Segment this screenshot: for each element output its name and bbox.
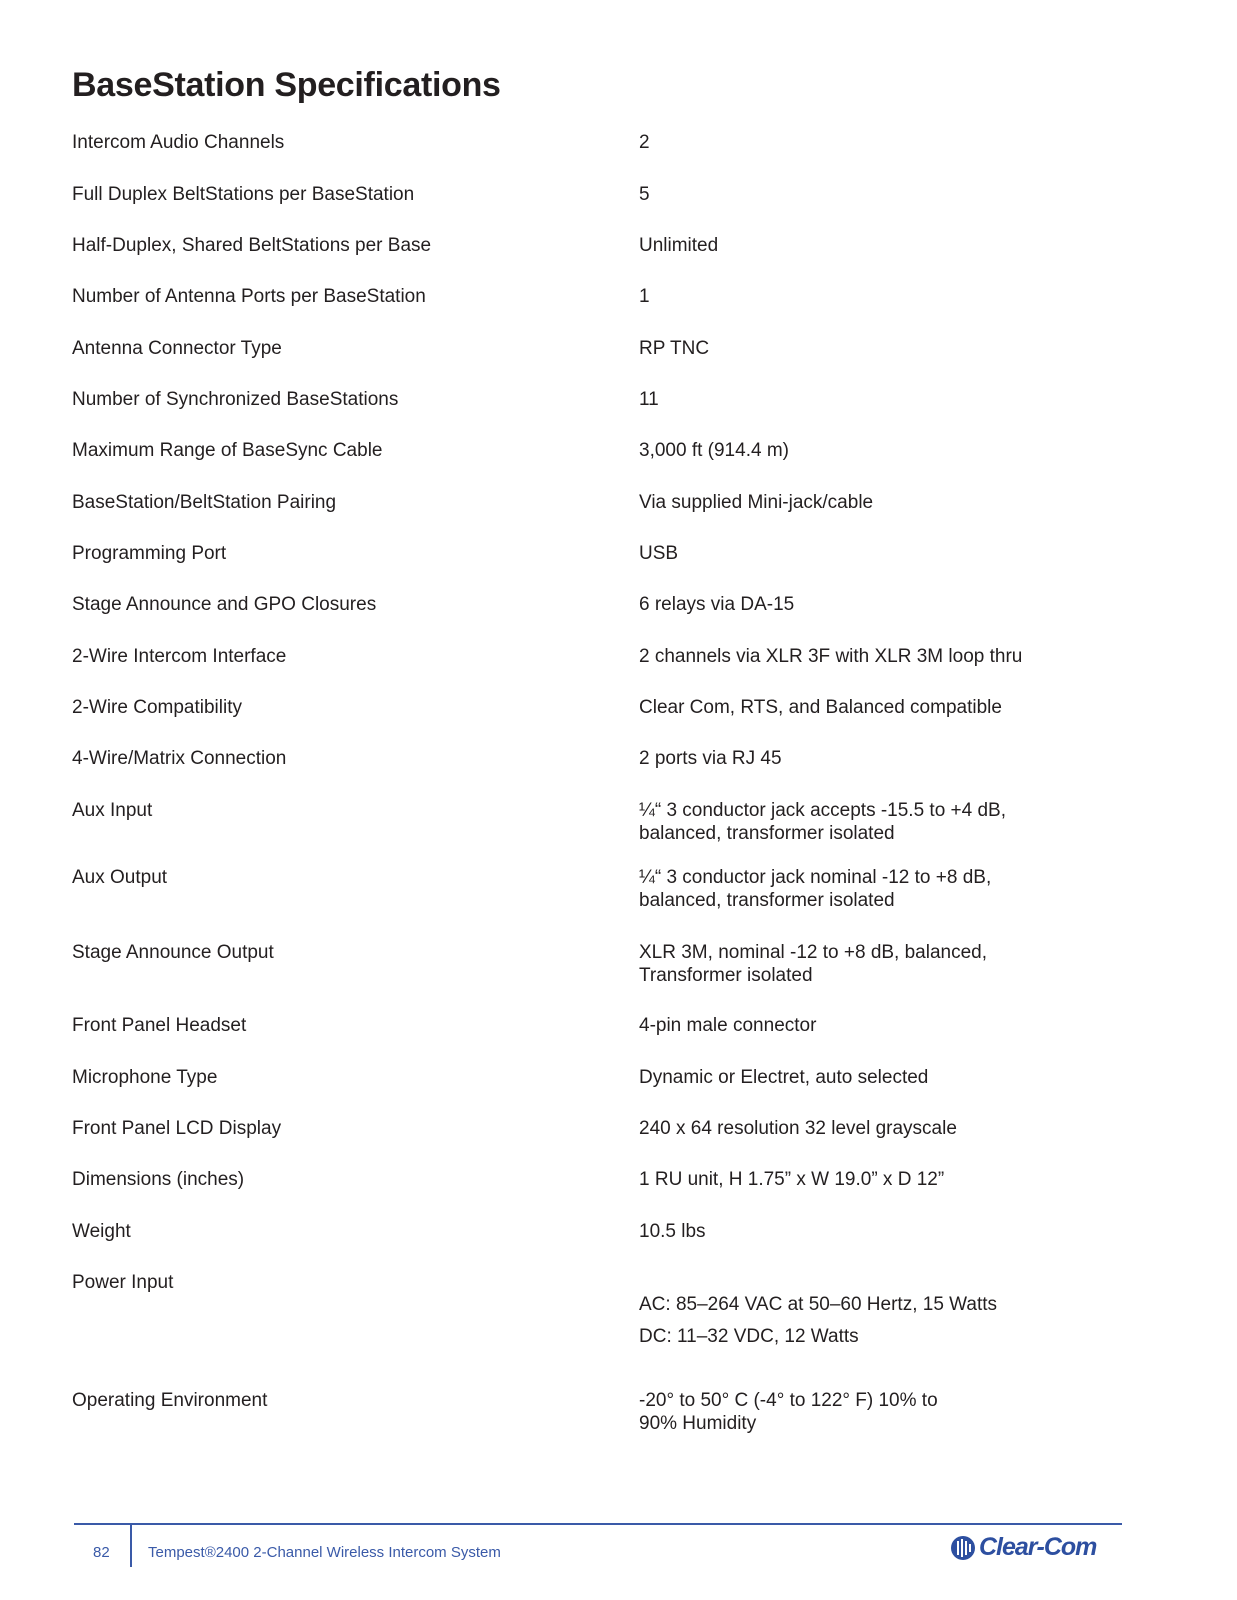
spec-label: Half-Duplex, Shared BeltStations per Base [72,235,432,256]
spec-value [639,542,1159,565]
spec-value-line: XLR 3M, nominal -12 to +8 dB, balanced, [639,942,988,963]
spec-label: Full Duplex BeltStations per BaseStation [72,184,415,205]
spec-value [639,1014,1159,1037]
spec-label: Power Input [72,1272,174,1293]
spec-value-line: 11 [639,389,659,410]
spec-value [639,1389,1159,1435]
spec-value-line: Clear Com, RTS, and Balanced compatible [639,697,1002,718]
spec-label: Number of Synchronized BaseStations [72,389,399,410]
spec-label: Stage Announce Output [72,942,274,963]
spec-value-line: 10.5 lbs [639,1221,706,1242]
spec-value-line: 5 [639,184,650,205]
page-number: 82 [93,1544,110,1561]
spec-label: Front Panel Headset [72,1015,247,1036]
spec-value [639,593,1159,616]
spec-value-line: Via supplied Mini-jack/cable [639,492,874,513]
spec-value [639,941,1159,987]
spec-value-line: -20° to 50° C (-4° to 122° F) 10% to [639,1390,938,1411]
spec-label: 2-Wire Intercom Interface [72,646,287,667]
spec-label: Number of Antenna Ports per BaseStation [72,286,426,307]
spec-value-line: 6 relays via DA-15 [639,594,795,615]
spec-value [639,234,1159,257]
spec-value [639,645,1159,668]
spec-value-line: 2 [639,132,650,153]
spec-value-line: balanced, transformer isolated [639,890,895,911]
spec-label: Dimensions (inches) [72,1169,245,1190]
spec-label: Stage Announce and GPO Closures [72,594,377,615]
spec-value-line: ¼“ 3 conductor jack nominal -12 to +8 dB, [639,867,992,888]
spec-value-line: USB [639,543,679,564]
spec-value-line: Transformer isolated [639,965,813,986]
spec-label: Aux Input [72,800,153,821]
spec-label: Weight [72,1221,131,1242]
spec-value-line: 90% Humidity [639,1413,757,1434]
spec-value-line: balanced, transformer isolated [639,823,895,844]
spec-value [639,337,1159,360]
footer-document-title: Tempest®2400 2-Channel Wireless Intercom System [148,1544,501,1561]
spec-label: Aux Output [72,867,168,888]
spec-value-line: 2 channels via XLR 3F with XLR 3M loop thru [639,646,1023,667]
spec-value [639,866,1159,912]
spec-value [639,183,1159,206]
spec-value [639,439,1159,462]
spec-label: 4-Wire/Matrix Connection [72,748,287,769]
spec-value-line: Unlimited [639,235,719,256]
spec-label: Operating Environment [72,1390,268,1411]
spec-label: Intercom Audio Channels [72,132,285,153]
spec-value-line: ¼“ 3 conductor jack accepts -15.5 to +4 dB, [639,800,1007,821]
spec-value-line: AC: 85–264 VAC at 50–60 Hertz, 15 Watts [639,1294,998,1315]
footer-rule [74,1523,1122,1525]
spec-label: BaseStation/BeltStation Pairing [72,492,337,513]
spec-label: Front Panel LCD Display [72,1118,282,1139]
spec-value [639,1066,1159,1089]
spec-value [639,696,1159,719]
spec-value-line: 2 ports via RJ 45 [639,748,782,769]
spec-value [639,1117,1159,1140]
logo-text: Clear-Com [979,1533,1097,1561]
spec-value-line: 1 [639,286,650,307]
spec-value [639,388,1159,411]
spec-value [639,747,1159,770]
spec-value-line: 240 x 64 resolution 32 level grayscale [639,1118,957,1139]
spec-value-line: DC: 11–32 VDC, 12 Watts [639,1326,859,1347]
spec-label: Programming Port [72,543,227,564]
spec-value-line: Dynamic or Electret, auto selected [639,1067,929,1088]
spec-label: Antenna Connector Type [72,338,282,359]
spec-value-line: 3,000 ft (914.4 m) [639,440,789,461]
page-title: BaseStation Specifications [72,66,501,104]
clear-com-logo [950,1533,1096,1562]
spec-value [639,131,1159,154]
spec-label: 2-Wire Compatibility [72,697,242,718]
spec-value [639,1293,1159,1348]
spec-value [639,1168,1159,1191]
spec-label: Microphone Type [72,1067,218,1088]
spec-value-line: RP TNC [639,338,710,359]
spec-label: Maximum Range of BaseSync Cable [72,440,383,461]
spec-value [639,285,1159,308]
spec-value-line: 1 RU unit, H 1.75” x W 19.0” x D 12” [639,1169,945,1190]
clear-com-logo-icon [950,1535,976,1561]
spec-value-line: 4-pin male connector [639,1015,817,1036]
footer-divider [130,1525,132,1567]
spec-value [639,491,1159,514]
spec-value [639,1220,1159,1243]
spec-value [639,799,1159,845]
